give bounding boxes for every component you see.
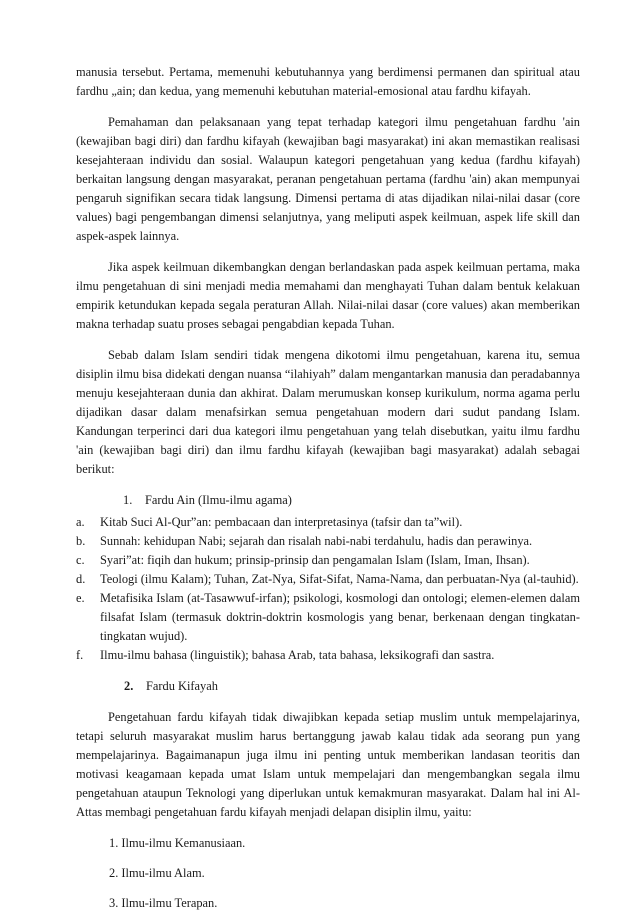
list-item [76, 589, 580, 646]
list-item-text: Kitab Suci Al-Qur”an: pembacaan dan interpretasinya (tafsir dan ta”wil). [100, 515, 463, 529]
list-item-label: b. [76, 534, 86, 548]
list-item [76, 513, 580, 532]
list-item: 1. Ilmu-ilmu Kemanusiaan. [109, 836, 246, 850]
list-item-label: c. [76, 553, 85, 567]
list-item-label: d. [76, 572, 86, 586]
list-item-text: Teologi (ilmu Kalam); Tuhan, Zat-Nya, Sifat-Sifat, Nama-Nama, dan perbuatan-Nya (al-tauhid). [100, 572, 579, 586]
paragraph-aspek-keilmuan: Jika aspek keilmuan dikembangkan dengan berlandaskan pada aspek keilmuan pertama, maka ilmu pengetahuan di sini menjadi media memahami dan menghayati Tuhan dalam bentuk kelakuan empirik ketundukan kepada segala peraturan Allah. Nilai-nilai dasar (core values) akan memberikan makna terhadap suatu proses sebagai pengabdian kepada Tuhan. [76, 260, 580, 331]
section-2-number: 2. [124, 679, 134, 693]
fardu-ain-list [76, 513, 580, 665]
list-item: 2. Ilmu-ilmu Alam. [109, 866, 205, 880]
fardu-kifayah-list [76, 834, 580, 913]
list-item: 3. Ilmu-ilmu Terapan. [109, 896, 218, 910]
section-1-heading [76, 491, 580, 510]
section-2-heading [76, 677, 580, 696]
section-1-number: 1. [123, 493, 133, 507]
list-item-text: Ilmu-ilmu bahasa (linguistik); bahasa Arab, tata bahasa, leksikografi dan sastra. [100, 648, 495, 662]
list-item-label: e. [76, 591, 85, 605]
list-item-text: Syari”at: fiqih dan hukum; prinsip-prinsip dan pengamalan Islam (Islam, Iman, Ihsan). [100, 553, 530, 567]
list-item-label: f. [76, 648, 84, 662]
paragraph-fardu-kifayah: Pengetahuan fardu kifayah tidak diwajibkan kepada setiap muslim untuk mempelajarinya, tetapi seluruh masyarakat muslim harus bertanggung jawab kalau tidak ada seorang pun yang mempelajarinya. Bagaimanapun juga ilmu ini penting untuk memberikan landasan teoritis dan motivasi keagamaan kepada umat Islam untuk mempelajari dan mengembangkan segala ilmu pengetahuan ataupun Teknologi yang diperlukan untuk kemakmuran masyarakat. Dalam hal ini Al-Attas membagi pengetahuan fardu kifayah menjadi delapan disiplin ilmu, yaitu: [76, 710, 580, 819]
section-2-title: Fardu Kifayah [146, 679, 218, 693]
paragraph-dikotomi: Sebab dalam Islam sendiri tidak mengena dikotomi ilmu pengetahuan, karena itu, semua disiplin ilmu bisa didekati dengan nuansa “ilahiyah” dalam mengantarkan manusia dan peradabannya menuju kesejahteraan dunia dan akhirat. Dalam merumuskan konsep kurikulum, norma agama perlu dijadikan dasar dalam menafsirkan semua pengetahuan modern dari sudut pandang Islam. Kandungan terperinci dari dua kategori ilmu pengetahuan yang telah disebutkan, yaitu ilmu fardhu 'ain (kewajiban bagi diri) dan ilmu fardhu kifayah (kewajiban bagi masyarakat) adalah sebagai berikut: [76, 348, 580, 476]
section-1-title: Fardu Ain (Ilmu-ilmu agama) [145, 493, 292, 507]
paragraph-pemahaman: Pemahaman dan pelaksanaan yang tepat terhadap kategori ilmu pengetahuan fardhu 'ain (kewajiban bagi diri) dan fardhu kifayah (kewajiban bagi masyarakat) ini akan memastikan realisasi kesejahteraan individu dan sosial. Walaupun kategori pengetahuan yang kedua (fardhu kifayah) berkaitan langsung dengan masyarakat, peranan pengetahuan pertama (fardhu 'ain) akan mempunyai pengaruh signifikan secara tidak langsung. Dimensi pertama di atas dijadikan nilai-nilai dasar (core values) bagi pengembangan dimensi selanjutnya, yang meliputi aspek keilmuan, aspek life skill dan aspek-aspek lainnya. [76, 115, 580, 243]
list-item [76, 570, 580, 589]
list-item [76, 532, 580, 551]
list-item-text: Sunnah: kehidupan Nabi; sejarah dan risalah nabi-nabi terdahulu, hadis dan perawinya. [100, 534, 533, 548]
list-item [76, 646, 580, 665]
list-item [76, 551, 580, 570]
list-item-label: a. [76, 515, 85, 529]
paragraph-continuation: manusia tersebut. Pertama, memenuhi kebutuhannya yang berdimensi permanen dan spiritual atau fardhu „ain; dan kedua, yang memenuhi kebutuhan material-emosional atau fardhu kifayah. [76, 65, 580, 98]
list-item-text: Metafisika Islam (at-Tasawwuf-irfan); psikologi, kosmologi dan ontologi; elemen-elemen dalam filsafat Islam (termasuk doktrin-doktrin kosmologis yang benar, berkenaan dengan tingkatan-tingkatan wujud). [100, 591, 580, 643]
